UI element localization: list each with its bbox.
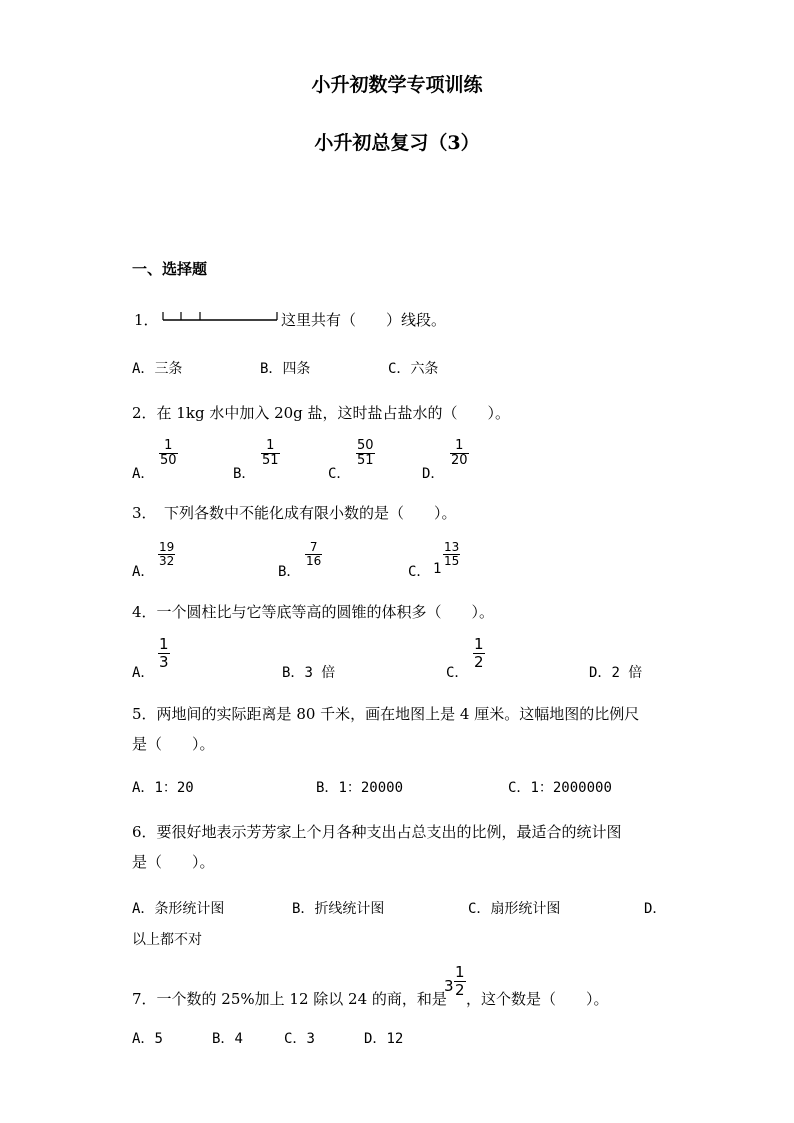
page-title: 小升初数学专项训练 bbox=[311, 74, 483, 96]
q3-option-a-label: A． bbox=[132, 564, 155, 580]
q1-option-c: C．六条 bbox=[388, 361, 439, 377]
q5-text-line1: 5．两地间的实际距离是 80 千米，画在地图上是 4 厘米。这幅地图的比例尺 bbox=[132, 705, 640, 723]
q4-option-d: D．2 倍 bbox=[589, 665, 643, 681]
q3-option-c-fraction: $\frac{13}{15}$ bbox=[444, 540, 460, 569]
q6-option-b: B．折线统计图 bbox=[292, 901, 385, 917]
q2-option-a-fraction: $\frac{1}{50}$ bbox=[160, 438, 177, 469]
q6-text-line1: 6．要很好地表示芳芳家上个月各种支出占总支出的比例，最适合的统计图 bbox=[132, 823, 622, 841]
q2-text: 2．在 1kg 水中加入 20g 盐，这时盐占盐水的（ ）。 bbox=[132, 404, 511, 422]
q2-option-d-label: D． bbox=[422, 466, 445, 482]
q5-option-a: A．1：20 bbox=[132, 780, 194, 796]
q4-option-a-label: A． bbox=[132, 665, 155, 681]
q5-text-line2: 是（ ）。 bbox=[132, 735, 215, 753]
q4-option-a-fraction: $\frac{1}{3}$ bbox=[159, 635, 169, 671]
q3-option-b-fraction: $\frac{7}{16}$ bbox=[306, 540, 322, 569]
q1-option-a: A．三条 bbox=[132, 361, 183, 377]
q2-option-d-fraction: $\frac{1}{20}$ bbox=[451, 438, 468, 469]
q5-option-b: B．1：20000 bbox=[316, 780, 404, 796]
q2-option-b-fraction: $\frac{1}{51}$ bbox=[262, 438, 279, 469]
q7-option-c: C．3 bbox=[284, 1031, 315, 1047]
q6-text-line2: 是（ ）。 bbox=[132, 853, 215, 871]
q6-option-c: C．扇形统计图 bbox=[468, 901, 561, 917]
q7-option-b: B．4 bbox=[212, 1031, 243, 1047]
q4-text: 4．一个圆柱比与它等底等高的圆锥的体积多（ ）。 bbox=[132, 603, 495, 621]
q2-option-b-label: B． bbox=[233, 466, 256, 482]
q7-text-before: 7．一个数的 25%加上 12 除以 24 的商，和是 bbox=[132, 990, 447, 1008]
q7-mixed-whole: 3 bbox=[444, 977, 454, 995]
q7-text-after: ，这个数是（ ）。 bbox=[466, 990, 609, 1008]
q4-option-c-label: C． bbox=[446, 665, 469, 681]
q2-option-a-label: A． bbox=[132, 466, 155, 482]
q1-option-b: B．四条 bbox=[260, 361, 311, 377]
q6-option-d-text: 以上都不对 bbox=[132, 932, 202, 948]
q3-option-c-whole: 1 bbox=[433, 561, 442, 577]
page-subtitle: 小升初总复习（3） bbox=[314, 132, 480, 154]
q3-option-b-label: B． bbox=[278, 564, 301, 580]
q7-option-a: A．5 bbox=[132, 1031, 163, 1047]
line-segment-figure bbox=[160, 306, 280, 326]
q6-option-a: A．条形统计图 bbox=[132, 901, 225, 917]
q7-option-d: D．12 bbox=[364, 1031, 404, 1047]
q1-number: 1． bbox=[134, 311, 159, 329]
q6-option-d-label: D． bbox=[644, 901, 667, 917]
q3-text: 3． 下列各数中不能化成有限小数的是（ ）。 bbox=[132, 504, 457, 522]
section-heading: 一、选择题 bbox=[132, 260, 208, 278]
q1-text: 这里共有（ ）线段。 bbox=[281, 311, 447, 329]
q2-option-c-label: C． bbox=[328, 466, 351, 482]
q4-option-c-fraction: $\frac{1}{2}$ bbox=[474, 635, 484, 671]
q5-option-c: C．1：2000000 bbox=[508, 780, 612, 796]
q3-option-a-fraction: $\frac{19}{32}$ bbox=[159, 540, 175, 569]
q3-option-c-label: C． bbox=[408, 564, 431, 580]
q4-option-b: B．3 倍 bbox=[282, 665, 336, 681]
q2-option-c-fraction: $\frac{50}{51}$ bbox=[357, 438, 374, 469]
q7-mixed-fraction: $\frac{1}{2}$ bbox=[455, 963, 465, 999]
